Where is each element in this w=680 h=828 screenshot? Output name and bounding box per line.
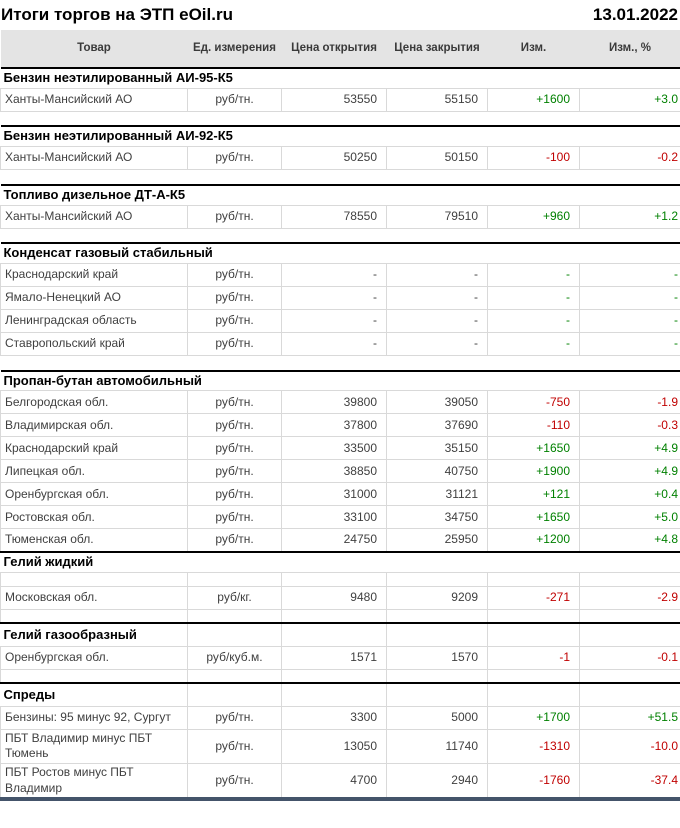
- section-title-grid-cell: [580, 623, 680, 646]
- table-row: [1, 460, 680, 483]
- product-cell: Ростовская обл.: [1, 506, 188, 529]
- section-title-grid-cell: [488, 683, 580, 706]
- open-price-cell: 13050: [282, 729, 387, 763]
- section-title-row: [1, 371, 680, 391]
- change-cell: -271: [488, 586, 580, 609]
- col-header-change: Изм.: [488, 30, 580, 68]
- section-title-grid-cell: [488, 623, 580, 646]
- close-price-cell: -: [387, 287, 488, 310]
- unit-cell: руб/тн.: [188, 333, 282, 356]
- col-header-open-price: Цена открытия: [282, 30, 387, 68]
- unit-cell: руб/тн.: [188, 506, 282, 529]
- blank-cell: [488, 669, 580, 683]
- close-price-cell: 9209: [387, 586, 488, 609]
- unit-cell: руб/тн.: [188, 287, 282, 310]
- close-price-cell: 25950: [387, 529, 488, 552]
- table-row: [1, 764, 680, 800]
- change-cell: -: [488, 264, 580, 287]
- section-spacer: [1, 669, 680, 683]
- close-price-cell: 79510: [387, 205, 488, 228]
- product-cell: Краснодарский край: [1, 264, 188, 287]
- open-price-cell: 37800: [282, 414, 387, 437]
- section-title-row: [1, 683, 680, 706]
- section-title-row: [1, 185, 680, 205]
- table-row: [1, 437, 680, 460]
- change-pct-cell: +4.9: [580, 437, 680, 460]
- section-title-grid-cell: [387, 623, 488, 646]
- section-title-row: [1, 623, 680, 646]
- section-pre-blank-row: [1, 572, 680, 586]
- section-title: Пропан-бутан автомобильный: [1, 371, 680, 391]
- table-row: [1, 646, 680, 669]
- unit-cell: руб/тн.: [188, 391, 282, 414]
- unit-cell: руб/кг.: [188, 586, 282, 609]
- blank-cell: [387, 669, 488, 683]
- section-spacer: [1, 609, 680, 623]
- change-pct-cell: -10.0: [580, 729, 680, 763]
- open-price-cell: 31000: [282, 483, 387, 506]
- change-pct-cell: +4.8: [580, 529, 680, 552]
- close-price-cell: -: [387, 264, 488, 287]
- product-cell: Белгородская обл.: [1, 391, 188, 414]
- change-pct-cell: +5.0: [580, 506, 680, 529]
- open-price-cell: -: [282, 264, 387, 287]
- open-price-cell: -: [282, 287, 387, 310]
- spacer-cell: [1, 356, 680, 371]
- blank-cell: [282, 669, 387, 683]
- spacer-cell: [1, 228, 680, 243]
- page-title: Итоги торгов на ЭТП eOil.ru: [1, 5, 233, 24]
- open-price-cell: 1571: [282, 646, 387, 669]
- blank-cell: [387, 572, 488, 586]
- section-title-grid-cell: [282, 683, 387, 706]
- table-row: [1, 506, 680, 529]
- table-row: [1, 264, 680, 287]
- open-price-cell: 39800: [282, 391, 387, 414]
- change-pct-cell: -: [580, 287, 680, 310]
- close-price-cell: 37690: [387, 414, 488, 437]
- product-cell: Московская обл.: [1, 586, 188, 609]
- product-cell: Ставропольский край: [1, 333, 188, 356]
- col-header-close-price: Цена закрытия: [387, 30, 488, 68]
- change-cell: -100: [488, 147, 580, 170]
- report-date: 13.01.2022: [592, 5, 678, 24]
- product-cell: Ленинградская область: [1, 310, 188, 333]
- close-price-cell: -: [387, 333, 488, 356]
- table-row: [1, 391, 680, 414]
- section-title-row: [1, 552, 680, 572]
- col-header-change-pct: Изм., %: [580, 30, 680, 68]
- change-pct-cell: +0.4: [580, 483, 680, 506]
- col-header-product: Товар: [1, 30, 188, 68]
- section-title-row: [1, 243, 680, 263]
- table-row: [1, 287, 680, 310]
- table-body: [1, 68, 680, 799]
- open-price-cell: 9480: [282, 586, 387, 609]
- table-row: [1, 706, 680, 729]
- unit-cell: руб/тн.: [188, 706, 282, 729]
- change-pct-cell: -: [580, 310, 680, 333]
- product-cell: Оренбургская обл.: [1, 483, 188, 506]
- table-row: [1, 483, 680, 506]
- open-price-cell: 78550: [282, 205, 387, 228]
- blank-cell: [488, 572, 580, 586]
- blank-cell: [282, 572, 387, 586]
- blank-cell: [387, 609, 488, 623]
- section-title: Бензин неэтилированный АИ-95-К5: [1, 68, 680, 88]
- change-cell: +1900: [488, 460, 580, 483]
- change-cell: -: [488, 287, 580, 310]
- blank-cell: [1, 669, 188, 683]
- blank-cell: [282, 609, 387, 623]
- change-pct-cell: +51.5: [580, 706, 680, 729]
- blank-cell: [188, 669, 282, 683]
- close-price-cell: 11740: [387, 729, 488, 763]
- product-cell: Ханты-Мансийский АО: [1, 88, 188, 111]
- unit-cell: руб/тн.: [188, 205, 282, 228]
- change-pct-cell: -: [580, 264, 680, 287]
- unit-cell: руб/тн.: [188, 729, 282, 763]
- section-title: Гелий газообразный: [1, 623, 188, 646]
- close-price-cell: -: [387, 310, 488, 333]
- change-cell: +1600: [488, 88, 580, 111]
- product-cell: Бензины: 95 минус 92, Сургут: [1, 706, 188, 729]
- open-price-cell: 24750: [282, 529, 387, 552]
- change-cell: -110: [488, 414, 580, 437]
- change-pct-cell: +3.0: [580, 88, 680, 111]
- section-title-row: [1, 68, 680, 88]
- table-row: [1, 310, 680, 333]
- open-price-cell: 33500: [282, 437, 387, 460]
- product-cell: Ханты-Мансийский АО: [1, 147, 188, 170]
- section-title: Топливо дизельное ДТ-А-К5: [1, 185, 680, 205]
- change-cell: -750: [488, 391, 580, 414]
- unit-cell: руб/тн.: [188, 483, 282, 506]
- close-price-cell: 55150: [387, 88, 488, 111]
- product-cell: Оренбургская обл.: [1, 646, 188, 669]
- titlebar: [0, 0, 680, 30]
- change-pct-cell: -0.2: [580, 147, 680, 170]
- spacer-cell: [1, 111, 680, 126]
- open-price-cell: 50250: [282, 147, 387, 170]
- col-header-unit: Ед. измерения: [188, 30, 282, 68]
- close-price-cell: 31121: [387, 483, 488, 506]
- blank-cell: [488, 609, 580, 623]
- open-price-cell: 38850: [282, 460, 387, 483]
- section-title: Конденсат газовый стабильный: [1, 243, 680, 263]
- change-pct-cell: -1.9: [580, 391, 680, 414]
- product-cell: ПБТ Ростов минус ПБТ Владимир: [1, 764, 188, 800]
- blank-cell: [188, 609, 282, 623]
- blank-cell: [1, 609, 188, 623]
- product-cell: Краснодарский край: [1, 437, 188, 460]
- product-cell: Владимирская обл.: [1, 414, 188, 437]
- table-row: [1, 586, 680, 609]
- section-spacer: [1, 170, 680, 185]
- change-cell: -1: [488, 646, 580, 669]
- change-pct-cell: +1.2: [580, 205, 680, 228]
- section-title-grid-cell: [188, 623, 282, 646]
- change-cell: +1700: [488, 706, 580, 729]
- product-cell: Ханты-Мансийский АО: [1, 205, 188, 228]
- close-price-cell: 35150: [387, 437, 488, 460]
- unit-cell: руб/тн.: [188, 764, 282, 800]
- product-cell: ПБТ Владимир минус ПБТ Тюмень: [1, 729, 188, 763]
- section-title: Бензин неэтилированный АИ-92-К5: [1, 126, 680, 146]
- close-price-cell: 2940: [387, 764, 488, 800]
- product-cell: Липецкая обл.: [1, 460, 188, 483]
- change-pct-cell: -2.9: [580, 586, 680, 609]
- unit-cell: руб/тн.: [188, 437, 282, 460]
- blank-cell: [580, 609, 680, 623]
- open-price-cell: 4700: [282, 764, 387, 800]
- product-cell: Тюменская обл.: [1, 529, 188, 552]
- change-cell: +1650: [488, 437, 580, 460]
- change-pct-cell: +4.9: [580, 460, 680, 483]
- unit-cell: руб/тн.: [188, 88, 282, 111]
- trading-results-table: [0, 30, 680, 801]
- table-row: [1, 529, 680, 552]
- spacer-cell: [1, 170, 680, 185]
- product-cell: Ямало-Ненецкий АО: [1, 287, 188, 310]
- change-cell: -1760: [488, 764, 580, 800]
- change-cell: -: [488, 310, 580, 333]
- blank-cell: [188, 572, 282, 586]
- table-row: [1, 88, 680, 111]
- close-price-cell: 5000: [387, 706, 488, 729]
- unit-cell: руб/куб.м.: [188, 646, 282, 669]
- close-price-cell: 1570: [387, 646, 488, 669]
- unit-cell: руб/тн.: [188, 414, 282, 437]
- table-row: [1, 729, 680, 763]
- section-title-row: [1, 126, 680, 146]
- blank-cell: [1, 572, 188, 586]
- close-price-cell: 50150: [387, 147, 488, 170]
- section-title-grid-cell: [580, 683, 680, 706]
- section-title-grid-cell: [188, 683, 282, 706]
- section-title-grid-cell: [387, 683, 488, 706]
- section-spacer: [1, 111, 680, 126]
- change-cell: -: [488, 333, 580, 356]
- open-price-cell: 53550: [282, 88, 387, 111]
- unit-cell: руб/тн.: [188, 147, 282, 170]
- unit-cell: руб/тн.: [188, 460, 282, 483]
- close-price-cell: 40750: [387, 460, 488, 483]
- open-price-cell: 3300: [282, 706, 387, 729]
- open-price-cell: -: [282, 310, 387, 333]
- change-pct-cell: -0.1: [580, 646, 680, 669]
- unit-cell: руб/тн.: [188, 529, 282, 552]
- change-pct-cell: -: [580, 333, 680, 356]
- unit-cell: руб/тн.: [188, 264, 282, 287]
- change-pct-cell: -37.4: [580, 764, 680, 800]
- section-spacer: [1, 228, 680, 243]
- table-header-row: [1, 30, 680, 68]
- section-title: Гелий жидкий: [1, 552, 680, 572]
- section-spacer: [1, 356, 680, 371]
- open-price-cell: 33100: [282, 506, 387, 529]
- open-price-cell: -: [282, 333, 387, 356]
- change-cell: +1200: [488, 529, 580, 552]
- unit-cell: руб/тн.: [188, 310, 282, 333]
- change-pct-cell: -0.3: [580, 414, 680, 437]
- blank-cell: [580, 669, 680, 683]
- table-row: [1, 333, 680, 356]
- change-cell: +960: [488, 205, 580, 228]
- table-row: [1, 414, 680, 437]
- section-title-grid-cell: [282, 623, 387, 646]
- change-cell: +121: [488, 483, 580, 506]
- close-price-cell: 34750: [387, 506, 488, 529]
- change-cell: -1310: [488, 729, 580, 763]
- section-title: Спреды: [1, 683, 188, 706]
- table-row: [1, 147, 680, 170]
- change-cell: +1650: [488, 506, 580, 529]
- close-price-cell: 39050: [387, 391, 488, 414]
- blank-cell: [580, 572, 680, 586]
- table-row: [1, 205, 680, 228]
